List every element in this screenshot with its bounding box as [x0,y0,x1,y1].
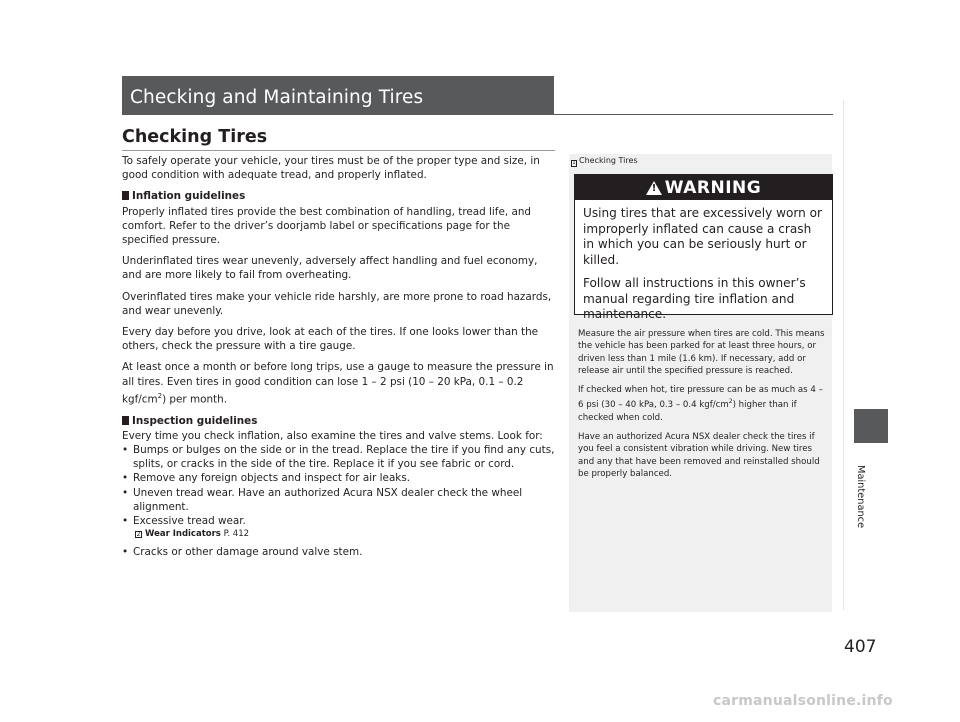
warning-box [574,174,833,321]
inflation-paragraph-2: Underinflated tires wear unevenly, adversely affect handling and fuel economy, and are more likely to fail from overheating. [122,255,538,282]
section-header-rule [554,114,833,115]
cross-reference-link[interactable]: 2 Wear Indicators P. 412 [136,529,250,540]
margin-rule [843,100,844,610]
note-marker-icon: 1 [572,160,576,166]
sidebar-label: 1 Checking Tires [572,156,638,166]
section-title: Checking and Maintaining Tires [130,87,424,108]
sidebar-note-3: Have an authorized Acura NSX dealer check the tires if you feel a consistent vibration while driving. New tires and any that have been removed and reinstalled should be properly balanced. [578,431,820,479]
watermark: carmanualsonline.info [713,693,893,709]
square-bullet-icon [122,416,129,425]
inflation-paragraph-4: Every day before you drive, look at each of the tires. If one looks lower than the others, check the pressure with a tire gauge. [122,326,539,353]
warning-header: ! WARNING [575,175,832,200]
warning-text-1: Using tires that are excessively worn or improperly inflated can cause a crash in which you can be seriously hurt or killed. [583,206,823,267]
page-number: 407 [844,637,877,657]
inflation-subheading: Inflation guidelines [122,189,556,203]
reference-arrow-icon: 2 [136,531,141,539]
inspection-subheading: Inspection guidelines [122,414,556,428]
page-heading: Checking Tires [122,127,268,147]
sidebar-note-1: Measure the air pressure when tires are cold. This means the vehicle has been parked for at least three hours, or driven less than 1 mile (1.6 km). If necessary, add or release air until the specified pressure is reached. [578,329,825,376]
inspection-paragraph: Every time you check inflation, also examine the tires and valve stems. Look for: [122,429,543,442]
intro-paragraph: To safely operate your vehicle, your tires must be of the proper type and size, in good condition with adequate tread, and properly inflated. [122,155,540,182]
warning-text-2: Follow all instructions in this owner’s manual regarding tire inflation and maintenance. [583,276,806,321]
main-content [122,154,556,559]
chapter-tab-label: Maintenance [855,465,866,529]
square-bullet-icon [122,191,129,200]
chapter-tab[interactable] [854,409,888,443]
inspection-list-continued [122,545,556,559]
sidebar-notes [578,328,826,487]
inflation-paragraph-5: At least once a month or before long trips, use a gauge to measure the pressure in all tires. Even tires in good condition can lose 1 – 2 psi (10 – 20 kPa, 0.1 – 0.2 kgf/$cm^2$) per month. [122,361,554,406]
inflation-paragraph-1: Properly inflated tires provide the best combination of handling, tread life, and comfort. Refer to the driver’s doorjamb label or specifications page for the specified pressure. [122,205,532,247]
warning-body [575,200,832,323]
heading-rule [122,150,555,151]
list-item: • Bumps or bulges on the side or in the tread. Replace the tire if you find any cuts, splits, or cracks in the side of the tire. Replace it if you see fabric or cord. [122,443,556,471]
warning-triangle-icon [646,181,662,195]
sidebar-note-2: If checked when hot, tire pressure can be as much as 4 – 6 psi (30 – 40 kPa, 0.3 – 0.4 kgf/$cm^2$) higher than if checked when cold. [578,385,823,423]
list-item: • Remove any foreign objects and inspect for air leaks. [122,471,556,485]
list-item: • Excessive tread wear. [122,514,556,528]
list-item: • Cracks or other damage around valve stem. [122,545,556,559]
inspection-list [122,443,556,528]
inflation-paragraph-3: Overinflated tires make your vehicle ride harshly, are more prone to road hazards, and wear unevenly. [122,290,552,317]
list-item: • Uneven tread wear. Have an authorized Acura NSX dealer check the wheel alignment. [122,486,556,514]
